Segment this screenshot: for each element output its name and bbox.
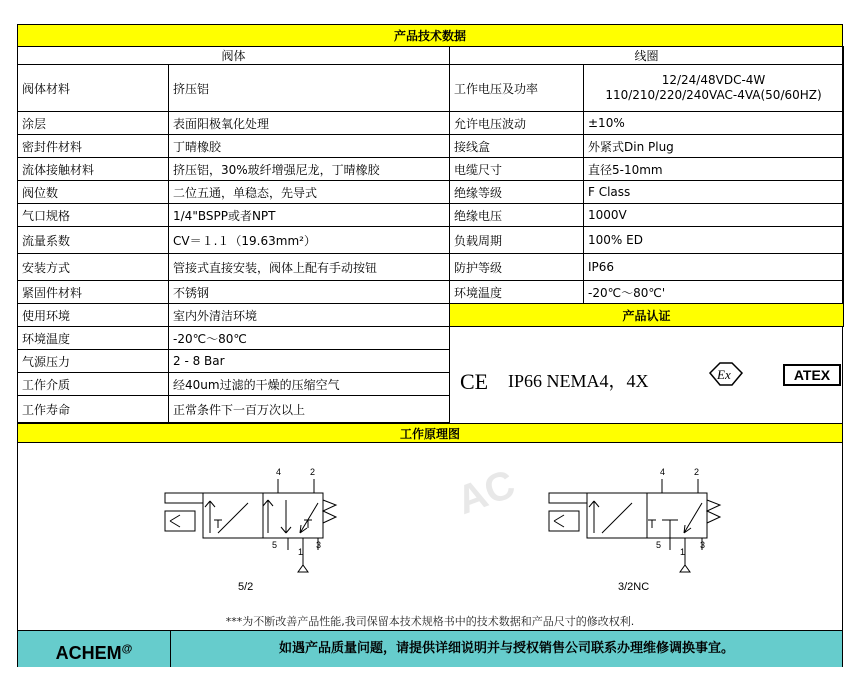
disclaimer-note: ***为不断改善产品性能,我司保留本技术规格书中的技术数据和产品尺寸的修改权利.	[225, 615, 635, 628]
valve-value: CV＝１.１（19.63mm²）	[169, 227, 450, 254]
coil-value: 100% ED	[584, 227, 844, 254]
coil-table	[449, 46, 844, 327]
coil-header: 线圈	[450, 47, 844, 65]
valve-table	[17, 46, 450, 423]
svg-text:2: 2	[310, 467, 316, 477]
coil-value: 外紧式Din Plug	[584, 135, 844, 158]
svg-text:4: 4	[660, 467, 666, 477]
svg-text:ATEX: ATEX	[793, 367, 831, 383]
valve-label: 阀位数	[18, 181, 169, 204]
voltage-ac: 110/210/220/240VAC-4VA(50/60HZ)	[605, 88, 822, 102]
valve-value: 丁晴橡胶	[169, 135, 450, 158]
ip-rating: IP66 NEMA4，4X	[508, 371, 649, 391]
coil-label: 接线盒	[450, 135, 584, 158]
principle-header: 工作原理图	[18, 423, 842, 443]
coil-label: 环境温度	[450, 281, 584, 304]
footer-bar	[18, 630, 842, 667]
valve-label: 工作寿命	[18, 396, 169, 423]
svg-text:1: 1	[298, 547, 304, 557]
certification-panel	[450, 329, 842, 421]
valve-label: 流量系数	[18, 227, 169, 254]
svg-text:4: 4	[276, 467, 282, 477]
valve-value: 管接式直接安装，阀体上配有手动按钮	[169, 254, 450, 281]
valve-value: 经40um过滤的干燥的压缩空气	[169, 373, 450, 396]
valve-header: 阀体	[18, 47, 450, 65]
principle-diagrams	[18, 445, 842, 633]
svg-text:5: 5	[272, 540, 278, 550]
brand-logo: ACHEM@	[18, 631, 171, 667]
valve-label: 紧固件材料	[18, 281, 169, 304]
diagram-label-3-2nc: 3/2NC	[618, 581, 650, 593]
coil-label: 工作电压及功率	[450, 65, 584, 112]
atex-logo	[784, 365, 840, 385]
ex-icon	[710, 363, 742, 385]
valve-value: 表面阳极氧化处理	[169, 112, 450, 135]
coil-value: ±10%	[584, 112, 844, 135]
coil-value: IP66	[584, 254, 844, 281]
valve-label: 工作介质	[18, 373, 169, 396]
valve-label: 阀体材料	[18, 65, 169, 112]
valve-value: 挤压铝	[169, 65, 450, 112]
coil-value: 1000V	[584, 204, 844, 227]
coil-value: 直径5-10mm	[584, 158, 844, 181]
valve-value: 室内外清洁环境	[169, 304, 450, 327]
valve-label: 涂层	[18, 112, 169, 135]
valve-value: -20℃～80℃	[169, 327, 450, 350]
watermark: AC	[451, 462, 521, 524]
coil-label: 允许电压波动	[450, 112, 584, 135]
valve-symbol-3-2nc	[549, 467, 720, 593]
certification-marks	[450, 329, 842, 421]
coil-label: 电缆尺寸	[450, 158, 584, 181]
valve-value: 正常条件下一百万次以上	[169, 396, 450, 423]
svg-text:3: 3	[700, 540, 706, 550]
spec-sheet	[17, 24, 843, 667]
footer-service-text: 如遇产品质量问题，请提供详细说明并与授权销售公司联系办理维修调换事宜。	[278, 641, 734, 656]
valve-label: 环境温度	[18, 327, 169, 350]
coil-voltage-value	[584, 65, 844, 112]
svg-text:3: 3	[316, 540, 322, 550]
page-title: 产品技术数据	[18, 25, 842, 47]
svg-text:Ex: Ex	[717, 367, 731, 382]
pneumatic-symbols	[18, 445, 842, 615]
voltage-dc: 12/24/48VDC-4W	[661, 73, 766, 87]
valve-label: 气口规格	[18, 204, 169, 227]
coil-label: 负载周期	[450, 227, 584, 254]
cert-header: 产品认证	[450, 304, 844, 327]
valve-value: 二位五通，单稳态，先导式	[169, 181, 450, 204]
svg-text:5: 5	[656, 540, 662, 550]
valve-label: 流体接触材料	[18, 158, 169, 181]
valve-label: 使用环境	[18, 304, 169, 327]
valve-label: 气源压力	[18, 350, 169, 373]
valve-symbol-5-2	[165, 467, 336, 593]
coil-label: 绝缘等级	[450, 181, 584, 204]
coil-value: -20℃～80℃'	[584, 281, 844, 304]
svg-text:1: 1	[680, 547, 686, 557]
valve-value: 不锈钢	[169, 281, 450, 304]
svg-text:2: 2	[694, 467, 700, 477]
diagram-label-5-2: 5/2	[238, 581, 254, 593]
valve-value: 1/4"BSPP或者NPT	[169, 204, 450, 227]
valve-label: 安装方式	[18, 254, 169, 281]
valve-value: 挤压铝，30%玻纤增强尼龙，丁晴橡胶	[169, 158, 450, 181]
valve-value: 2 - 8 Bar	[169, 350, 450, 373]
coil-value: F Class	[584, 181, 844, 204]
ce-mark: CE	[460, 369, 489, 394]
coil-label: 防护等级	[450, 254, 584, 281]
valve-label: 密封件材料	[18, 135, 169, 158]
coil-label: 绝缘电压	[450, 204, 584, 227]
